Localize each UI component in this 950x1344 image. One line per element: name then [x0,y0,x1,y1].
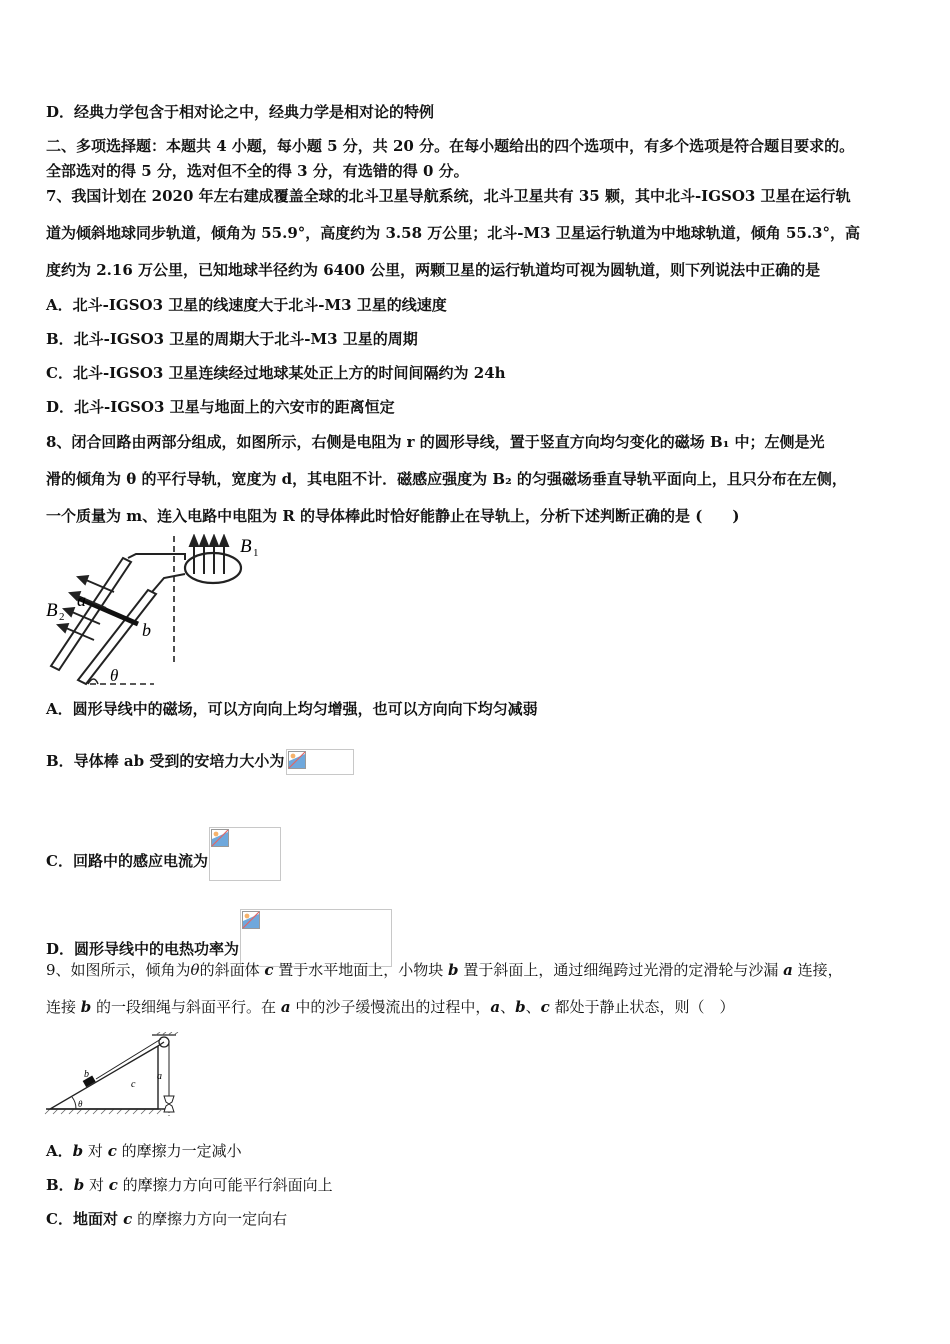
q9-text: 对 [83,1142,108,1160]
q9-stem-line1 [46,960,843,980]
broken-image-icon [211,829,229,847]
q9-var-b: b [448,961,459,979]
q9-text: 、 [500,998,516,1016]
q9-text: 的摩擦力一定减小 [116,1142,242,1160]
q9-var-c: c [540,998,550,1016]
q8-option-d-formula-image [240,909,392,967]
q9-text: 9、如图所示，倾角为 [46,961,191,979]
q9-text: 的摩擦力方向可能平行斜面向上 [117,1176,333,1194]
q9-text: 连接 [46,998,81,1016]
q7-option-a: A．北斗-IGSO3 卫星的线速度大于北斗-M3 卫星的线速度 [46,296,447,314]
q8-option-b-text: B．导体棒 ab 受到的安培力大小为 [46,752,285,770]
q8-option-c [46,817,281,871]
q9-incline-figure [44,1032,194,1118]
q8-option-d [46,901,392,959]
q8-option-d-text: D．圆形导线中的电热功率为 [46,940,240,958]
q9-text: 对 [84,1176,109,1194]
q9-fig-c-label: c [131,1079,136,1090]
q8-fig-b1-label: B [240,536,252,557]
q9-var-b: b [515,998,526,1016]
q8-fig-b-label: b [142,620,151,640]
q9-text: 都处于静止状态，则（ ） [549,998,735,1016]
q8-option-a: A．圆形导线中的磁场，可以方向向上均匀增强，也可以方向向下均匀减弱 [46,700,538,718]
q8-stem-line2: 滑的倾角为 θ 的平行导轨，宽度为 d，其电阻不计．磁感应强度为 B₂ 的匀强磁场垂直导轨平面向上，且只分布在左侧， [46,470,847,488]
q9-text: B． [46,1176,74,1194]
q7-option-d: D．北斗-IGSO3 卫星与地面上的六安市的距离恒定 [46,398,395,416]
q9-var-c: c [264,961,274,979]
broken-image-icon [288,751,306,769]
q9-var-c: c [123,1210,133,1228]
q9-fig-theta-label: θ [78,1099,83,1109]
q9-text: 、 [525,998,541,1016]
q9-text: 的摩擦力方向一定向右 [132,1210,288,1228]
q8-fig-b2-label: B [46,600,58,621]
prev-option-d: D．经典力学包含于相对论之中，经典力学是相对论的特例 [46,103,435,121]
q8-option-c-formula-image [209,827,281,881]
q9-var-c: c [107,1142,117,1160]
q9-text: A． [46,1142,73,1160]
q9-text: 置于水平地面上，小物块 [273,961,449,979]
q8-option-b-formula-image [286,749,354,775]
q9-text: 的一段细绳与斜面平行。在 [91,998,281,1016]
q8-fig-b2-sub: 2 [59,611,65,623]
q9-option-a [46,1141,242,1161]
q7-option-c: C．北斗-IGSO3 卫星连续经过地球某处正上方的时间间隔约为 24h [46,364,506,382]
q8-stem-line1: 8、闭合回路由两部分组成，如图所示，右侧是电阻为 r 的圆形导线，置于竖直方向均匀变化的磁场 B₁ 中；左侧是光 [46,433,825,451]
q9-option-b [46,1175,333,1195]
q9-var-c: c [108,1176,118,1194]
q9-var-b: b [80,998,92,1016]
q9-fig-a-label: a [157,1071,162,1082]
q9-fig-b-label: b [84,1069,89,1080]
q9-var-b: b [73,1176,85,1194]
q7-option-b: B．北斗-IGSO3 卫星的周期大于北斗-M3 卫星的周期 [46,330,418,348]
q8-option-c-text: C．回路中的感应电流为 [46,852,208,870]
q9-var-a: a [783,961,793,979]
q8-circuit-figure [44,534,274,686]
q8-fig-theta-label: θ [110,666,119,685]
q8-fig-b1-sub: 1 [253,547,259,559]
q9-var-a: a [280,998,291,1016]
q9-var-a: a [490,998,501,1016]
q9-text: 中的沙子缓慢流出的过程中， [290,998,491,1016]
q9-text: 置于斜面上，通过细绳跨过光滑的定滑轮与沙漏 [458,961,784,979]
section2-header-line2: 全部选对的得 5 分，选对但不全的得 3 分，有选错的得 0 分。 [46,162,469,180]
q8-stem-line3: 一个质量为 m、连入电路中电阻为 R 的导体棒此时恰好能静止在导轨上，分析下述判断正确的是 ( ) [46,507,740,525]
q7-stem-line3: 度约为 2.16 万公里，已知地球半径约为 6400 公里，两颗卫星的运行轨道均可视为圆轨道，则下列说法中正确的是 [46,261,821,279]
q7-stem-line1: 7、我国计划在 2020 年左右建成覆盖全球的北斗卫星导航系统，北斗卫星共有 35 颗，其中北斗-IGSO3 卫星在运行轨 [46,187,851,205]
q9-text: C．地面对 [46,1210,124,1228]
q9-var-b: b [72,1142,84,1160]
section2-header-line1: 二、多项选择题：本题共 4 小题，每小题 5 分，共 20 分。在每小题给出的四个选项中，有多个选项是符合题目要求的。 [46,137,855,155]
q8-fig-a-label: a [77,590,86,610]
q9-text: 连接， [792,961,843,979]
q9-stem-line2 [46,997,735,1017]
q8-option-b [46,745,354,771]
q7-stem-line2: 道为倾斜地球同步轨道，倾角为 55.9°，高度约为 3.58 万公里；北斗-M3 卫星运行轨道为中地球轨道，倾角 55.3°，高 [46,224,860,242]
q9-text: 的斜面体 [199,961,265,979]
broken-image-icon [242,911,260,929]
q9-var-theta: θ [190,961,200,979]
q9-option-c [46,1209,287,1229]
